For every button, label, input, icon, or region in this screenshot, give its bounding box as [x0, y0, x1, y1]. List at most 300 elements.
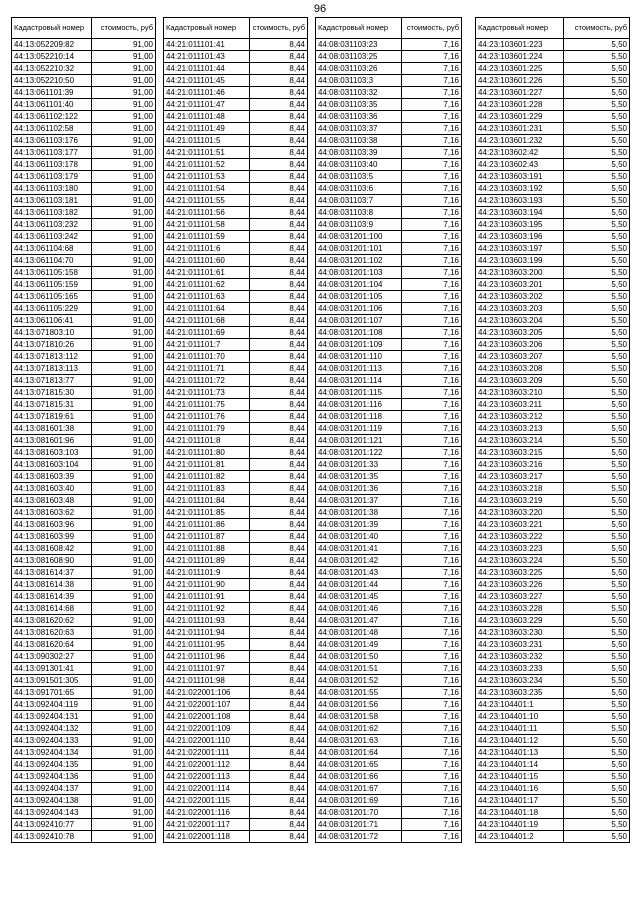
cadastral-number-cell: 44:13:071803:10 [12, 327, 92, 339]
cadastral-number-cell: 44:21:011101:54 [164, 183, 250, 195]
cost-cell: 5,50 [564, 207, 630, 219]
cost-cell: 91,00 [92, 39, 156, 51]
cost-cell: 8,44 [250, 519, 308, 531]
table-row [476, 63, 630, 75]
cost-cell: 5,50 [564, 555, 630, 567]
cost-cell: 7,16 [402, 423, 462, 435]
table-row [476, 783, 630, 795]
cost-cell: 8,44 [250, 195, 308, 207]
table-row [316, 663, 462, 675]
table-row [12, 651, 156, 663]
cost-cell: 91,00 [92, 819, 156, 831]
table-row [164, 159, 308, 171]
table-row [316, 291, 462, 303]
cadastral-number-cell: 44:23:104401:1 [476, 699, 564, 711]
table-row [164, 87, 308, 99]
table-row [164, 603, 308, 615]
cadastral-number-cell: 44:23:103603:206 [476, 339, 564, 351]
cost-cell: 91,00 [92, 555, 156, 567]
table-row [476, 603, 630, 615]
cost-cell: 5,50 [564, 399, 630, 411]
cadastral-number-cell: 44:08:031201:108 [316, 327, 402, 339]
cost-cell: 91,00 [92, 663, 156, 675]
table-row [164, 591, 308, 603]
cost-cell: 5,50 [564, 639, 630, 651]
table-row [164, 63, 308, 75]
cost-cell: 91,00 [92, 615, 156, 627]
table-row [476, 183, 630, 195]
cost-cell: 8,44 [250, 639, 308, 651]
header-cadastral-number: Кадастровый номер [476, 18, 564, 39]
cadastral-number-cell: 44:23:103603:227 [476, 591, 564, 603]
cadastral-number-cell: 44:08:031201:109 [316, 339, 402, 351]
cadastral-number-cell: 44:23:103603:210 [476, 387, 564, 399]
cost-cell: 8,44 [250, 831, 308, 843]
cadastral-number-cell: 44:21:011101:64 [164, 303, 250, 315]
table-row [476, 591, 630, 603]
cadastral-number-cell: 44:08:031201:52 [316, 675, 402, 687]
table-row [164, 39, 308, 51]
cadastral-number-cell: 44:21:011101:75 [164, 399, 250, 411]
table-row [164, 639, 308, 651]
cost-cell: 7,16 [402, 63, 462, 75]
cadastral-number-cell: 44:08:031201:102 [316, 255, 402, 267]
cadastral-number-cell: 44:21:022001:107 [164, 699, 250, 711]
cadastral-number-cell: 44:13:061105:159 [12, 279, 92, 291]
cadastral-number-cell: 44:08:031201:116 [316, 399, 402, 411]
cost-cell: 91,00 [92, 603, 156, 615]
cost-cell: 7,16 [402, 699, 462, 711]
table-row [316, 807, 462, 819]
cost-cell: 5,50 [564, 447, 630, 459]
cadastral-number-cell: 44:21:022001:115 [164, 795, 250, 807]
table-row [476, 543, 630, 555]
page-number: 96 [313, 3, 327, 15]
cost-cell: 5,50 [564, 255, 630, 267]
table-row [316, 363, 462, 375]
cadastral-number-cell: 44:13:061103:180 [12, 183, 92, 195]
cost-cell: 7,16 [402, 87, 462, 99]
cost-cell: 5,50 [564, 543, 630, 555]
cadastral-number-cell: 44:13:092404:135 [12, 759, 92, 771]
cadastral-number-cell: 44:21:011101:72 [164, 375, 250, 387]
table-row [12, 687, 156, 699]
table-row [164, 195, 308, 207]
cadastral-number-cell: 44:13:081614:38 [12, 579, 92, 591]
cost-cell: 5,50 [564, 303, 630, 315]
table-row [12, 159, 156, 171]
cadastral-number-cell: 44:23:103603:204 [476, 315, 564, 327]
table-row [316, 711, 462, 723]
cost-cell: 8,44 [250, 603, 308, 615]
cost-cell: 8,44 [250, 75, 308, 87]
table-row [316, 279, 462, 291]
table-row [476, 339, 630, 351]
cost-cell: 7,16 [402, 243, 462, 255]
cost-cell: 5,50 [564, 375, 630, 387]
cadastral-number-cell: 44:08:031201:118 [316, 411, 402, 423]
cost-cell: 91,00 [92, 351, 156, 363]
cost-cell: 7,16 [402, 339, 462, 351]
table-row [316, 303, 462, 315]
cost-cell: 7,16 [402, 639, 462, 651]
cadastral-number-cell: 44:08:031201:38 [316, 507, 402, 519]
cadastral-number-cell: 44:08:031103:37 [316, 123, 402, 135]
table-row [164, 411, 308, 423]
cadastral-table-1 [11, 17, 156, 843]
cadastral-number-cell: 44:21:011101:90 [164, 579, 250, 591]
table-row [476, 363, 630, 375]
cost-cell: 5,50 [564, 603, 630, 615]
cost-cell: 91,00 [92, 375, 156, 387]
table-row [12, 315, 156, 327]
cadastral-number-cell: 44:13:092404:143 [12, 807, 92, 819]
table-row [12, 255, 156, 267]
cost-cell: 5,50 [564, 387, 630, 399]
table-row [12, 783, 156, 795]
table-row [164, 423, 308, 435]
cadastral-number-cell: 44:13:052210:14 [12, 51, 92, 63]
cost-cell: 7,16 [402, 735, 462, 747]
cadastral-number-cell: 44:21:011101:97 [164, 663, 250, 675]
cadastral-number-cell: 44:23:103603:214 [476, 435, 564, 447]
cadastral-number-cell: 44:21:011101:86 [164, 519, 250, 531]
cadastral-number-cell: 44:23:103601:226 [476, 75, 564, 87]
cadastral-number-cell: 44:08:031201:50 [316, 651, 402, 663]
cadastral-number-cell: 44:21:022001:108 [164, 711, 250, 723]
cadastral-number-cell: 44:08:031103:23 [316, 39, 402, 51]
cadastral-number-cell: 44:23:103603:208 [476, 363, 564, 375]
table-row [476, 75, 630, 87]
cadastral-number-cell: 44:21:011101:5 [164, 135, 250, 147]
cadastral-number-cell: 44:13:081620:62 [12, 615, 92, 627]
table-row [476, 147, 630, 159]
table-row [316, 795, 462, 807]
cadastral-number-cell: 44:21:011101:80 [164, 447, 250, 459]
cost-cell: 91,00 [92, 699, 156, 711]
cost-cell: 91,00 [92, 51, 156, 63]
cost-cell: 7,16 [402, 663, 462, 675]
cost-cell: 91,00 [92, 735, 156, 747]
cost-cell: 5,50 [564, 759, 630, 771]
cadastral-number-cell: 44:23:103603:232 [476, 651, 564, 663]
table-row [164, 831, 308, 843]
table-row [316, 243, 462, 255]
cadastral-number-cell: 44:08:031103:5 [316, 171, 402, 183]
cost-cell: 5,50 [564, 111, 630, 123]
cadastral-number-cell: 44:23:103603:228 [476, 603, 564, 615]
cost-cell: 91,00 [92, 339, 156, 351]
cost-cell: 7,16 [402, 771, 462, 783]
cadastral-number-cell: 44:21:011101:93 [164, 615, 250, 627]
table-row [12, 531, 156, 543]
cost-cell: 5,50 [564, 411, 630, 423]
table-row [12, 483, 156, 495]
table-row [12, 579, 156, 591]
cost-cell: 5,50 [564, 771, 630, 783]
cadastral-number-cell: 44:23:103603:216 [476, 459, 564, 471]
cadastral-number-cell: 44:08:031103:36 [316, 111, 402, 123]
cost-cell: 7,16 [402, 579, 462, 591]
cost-cell: 91,00 [92, 711, 156, 723]
cadastral-number-cell: 44:23:104401:16 [476, 783, 564, 795]
cadastral-number-cell: 44:23:103603:223 [476, 543, 564, 555]
cadastral-number-cell: 44:23:103603:201 [476, 279, 564, 291]
cost-cell: 7,16 [402, 747, 462, 759]
cost-cell: 8,44 [250, 723, 308, 735]
header-cadastral-number: Кадастровый номер [316, 18, 402, 39]
cost-cell: 8,44 [250, 711, 308, 723]
cost-cell: 5,50 [564, 279, 630, 291]
cadastral-number-cell: 44:23:103603:235 [476, 687, 564, 699]
header-cost: стоимость, руб [250, 18, 308, 39]
table-row [12, 795, 156, 807]
cadastral-number-cell: 44:08:031201:119 [316, 423, 402, 435]
table-row [316, 735, 462, 747]
table-row [12, 699, 156, 711]
cost-cell: 7,16 [402, 795, 462, 807]
cadastral-number-cell: 44:23:104401:17 [476, 795, 564, 807]
table-row [476, 39, 630, 51]
table-row [316, 39, 462, 51]
cost-cell: 5,50 [564, 291, 630, 303]
table-row [476, 267, 630, 279]
table-row [316, 543, 462, 555]
cadastral-number-cell: 44:08:031103:3 [316, 75, 402, 87]
table-row [164, 783, 308, 795]
cost-cell: 91,00 [92, 519, 156, 531]
table-row [316, 771, 462, 783]
cadastral-number-cell: 44:08:031201:37 [316, 495, 402, 507]
cadastral-number-cell: 44:13:081603:40 [12, 483, 92, 495]
cadastral-number-cell: 44:23:104401:19 [476, 819, 564, 831]
header-cost: стоимость, руб [402, 18, 462, 39]
cost-cell: 7,16 [402, 159, 462, 171]
table-row [316, 267, 462, 279]
cadastral-number-cell: 44:13:061104:70 [12, 255, 92, 267]
table-row [476, 279, 630, 291]
cost-cell: 8,44 [250, 339, 308, 351]
cost-cell: 8,44 [250, 291, 308, 303]
table-row [316, 327, 462, 339]
table-row [12, 171, 156, 183]
table-row [12, 207, 156, 219]
cost-cell: 91,00 [92, 315, 156, 327]
table-row [164, 399, 308, 411]
cost-cell: 5,50 [564, 711, 630, 723]
cost-cell: 8,44 [250, 495, 308, 507]
table-row [476, 675, 630, 687]
table-row [12, 831, 156, 843]
cost-cell: 7,16 [402, 435, 462, 447]
cadastral-number-cell: 44:08:031201:51 [316, 663, 402, 675]
cadastral-number-cell: 44:08:031201:67 [316, 783, 402, 795]
cadastral-number-cell: 44:23:103601:223 [476, 39, 564, 51]
cost-cell: 8,44 [250, 123, 308, 135]
cadastral-number-cell: 44:13:081614:37 [12, 567, 92, 579]
cost-cell: 91,00 [92, 87, 156, 99]
table-row [476, 135, 630, 147]
cadastral-number-cell: 44:13:081601:96 [12, 435, 92, 447]
table-row [12, 363, 156, 375]
cost-cell: 5,50 [564, 567, 630, 579]
table-row [476, 315, 630, 327]
cadastral-number-cell: 44:23:103601:228 [476, 99, 564, 111]
cost-cell: 7,16 [402, 447, 462, 459]
cadastral-number-cell: 44:21:022001:117 [164, 819, 250, 831]
table-row [164, 447, 308, 459]
cost-cell: 7,16 [402, 507, 462, 519]
table-row [476, 159, 630, 171]
cost-cell: 5,50 [564, 327, 630, 339]
cost-cell: 8,44 [250, 351, 308, 363]
cadastral-table-2 [163, 17, 308, 843]
cost-cell: 5,50 [564, 267, 630, 279]
cadastral-number-cell: 44:23:103603:197 [476, 243, 564, 255]
cadastral-number-cell: 44:21:011101:87 [164, 531, 250, 543]
cost-cell: 5,50 [564, 339, 630, 351]
table-row [316, 231, 462, 243]
cadastral-number-cell: 44:23:104401:13 [476, 747, 564, 759]
cadastral-number-cell: 44:08:031103:35 [316, 99, 402, 111]
table-row [316, 831, 462, 843]
header-cost: стоимость, руб [92, 18, 156, 39]
cost-cell: 91,00 [92, 387, 156, 399]
table-row [12, 99, 156, 111]
table-row [316, 183, 462, 195]
cost-cell: 91,00 [92, 255, 156, 267]
cadastral-number-cell: 44:21:022001:116 [164, 807, 250, 819]
table-row [12, 759, 156, 771]
table-row [12, 495, 156, 507]
cost-cell: 7,16 [402, 387, 462, 399]
cadastral-number-cell: 44:21:011101:76 [164, 411, 250, 423]
cost-cell: 7,16 [402, 147, 462, 159]
cost-cell: 91,00 [92, 747, 156, 759]
cadastral-number-cell: 44:08:031201:36 [316, 483, 402, 495]
cost-cell: 91,00 [92, 219, 156, 231]
cost-cell: 8,44 [250, 315, 308, 327]
table-row [12, 507, 156, 519]
cadastral-number-cell: 44:23:104401:14 [476, 759, 564, 771]
cost-cell: 8,44 [250, 591, 308, 603]
cadastral-number-cell: 44:23:104401:18 [476, 807, 564, 819]
cost-cell: 8,44 [250, 627, 308, 639]
table-row [12, 51, 156, 63]
tables-area [11, 17, 631, 885]
cost-cell: 7,16 [402, 267, 462, 279]
cost-cell: 91,00 [92, 183, 156, 195]
cost-cell: 91,00 [92, 579, 156, 591]
table-row [12, 291, 156, 303]
cost-cell: 7,16 [402, 603, 462, 615]
table-row [12, 411, 156, 423]
cost-cell: 91,00 [92, 771, 156, 783]
cadastral-number-cell: 44:08:031201:100 [316, 231, 402, 243]
table-row [12, 375, 156, 387]
table-row [476, 759, 630, 771]
cost-cell: 5,50 [564, 687, 630, 699]
cost-cell: 8,44 [250, 87, 308, 99]
cost-cell: 7,16 [402, 303, 462, 315]
cadastral-number-cell: 44:08:031201:107 [316, 315, 402, 327]
cost-cell: 7,16 [402, 315, 462, 327]
cadastral-number-cell: 44:21:022001:112 [164, 759, 250, 771]
cost-cell: 5,50 [564, 183, 630, 195]
table-row [164, 183, 308, 195]
cadastral-number-cell: 44:08:031201:33 [316, 459, 402, 471]
header-cadastral-number: Кадастровый номер [164, 18, 250, 39]
cost-cell: 7,16 [402, 459, 462, 471]
table-row [164, 711, 308, 723]
cost-cell: 7,16 [402, 207, 462, 219]
cadastral-number-cell: 44:08:031103:6 [316, 183, 402, 195]
cadastral-number-cell: 44:13:092404:136 [12, 771, 92, 783]
cost-cell: 91,00 [92, 627, 156, 639]
cadastral-number-cell: 44:13:071810:26 [12, 339, 92, 351]
cadastral-number-cell: 44:21:011101:69 [164, 327, 250, 339]
cost-cell: 91,00 [92, 75, 156, 87]
table-row [316, 603, 462, 615]
table-row [12, 279, 156, 291]
cadastral-number-cell: 44:23:103603:233 [476, 663, 564, 675]
cadastral-number-cell: 44:23:103603:194 [476, 207, 564, 219]
cost-cell: 7,16 [402, 183, 462, 195]
cadastral-number-cell: 44:08:031201:55 [316, 687, 402, 699]
cost-cell: 5,50 [564, 807, 630, 819]
cadastral-number-cell: 44:13:092404:133 [12, 735, 92, 747]
cadastral-number-cell: 44:13:081620:63 [12, 627, 92, 639]
table-row [164, 495, 308, 507]
table-row [476, 351, 630, 363]
table-row [164, 219, 308, 231]
cost-cell: 91,00 [92, 495, 156, 507]
cost-cell: 8,44 [250, 327, 308, 339]
table-row [164, 615, 308, 627]
cost-cell: 8,44 [250, 759, 308, 771]
cadastral-number-cell: 44:13:052210:50 [12, 75, 92, 87]
table-row [164, 531, 308, 543]
cadastral-number-cell: 44:21:011101:60 [164, 255, 250, 267]
table-row [164, 255, 308, 267]
cost-cell: 7,16 [402, 99, 462, 111]
cost-cell: 5,50 [564, 435, 630, 447]
cadastral-number-cell: 44:13:081601:38 [12, 423, 92, 435]
cadastral-number-cell: 44:13:061102:58 [12, 123, 92, 135]
table-row [316, 111, 462, 123]
table-row [12, 567, 156, 579]
cadastral-number-cell: 44:08:031201:35 [316, 471, 402, 483]
cadastral-number-cell: 44:23:104401:15 [476, 771, 564, 783]
cost-cell: 7,16 [402, 327, 462, 339]
cadastral-number-cell: 44:23:104401:2 [476, 831, 564, 843]
table-row [316, 207, 462, 219]
cadastral-number-cell: 44:08:031201:39 [316, 519, 402, 531]
cost-cell: 91,00 [92, 807, 156, 819]
cadastral-number-cell: 44:08:031103:40 [316, 159, 402, 171]
cadastral-number-cell: 44:21:011101:89 [164, 555, 250, 567]
cost-cell: 8,44 [250, 183, 308, 195]
cadastral-number-cell: 44:13:092404:137 [12, 783, 92, 795]
table-row [316, 123, 462, 135]
cost-cell: 5,50 [564, 675, 630, 687]
cost-cell: 91,00 [92, 207, 156, 219]
cost-cell: 5,50 [564, 99, 630, 111]
cadastral-number-cell: 44:13:092410:78 [12, 831, 92, 843]
cadastral-number-cell: 44:21:011101:51 [164, 147, 250, 159]
cadastral-number-cell: 44:13:071815:31 [12, 399, 92, 411]
cadastral-number-cell: 44:08:031201:63 [316, 735, 402, 747]
